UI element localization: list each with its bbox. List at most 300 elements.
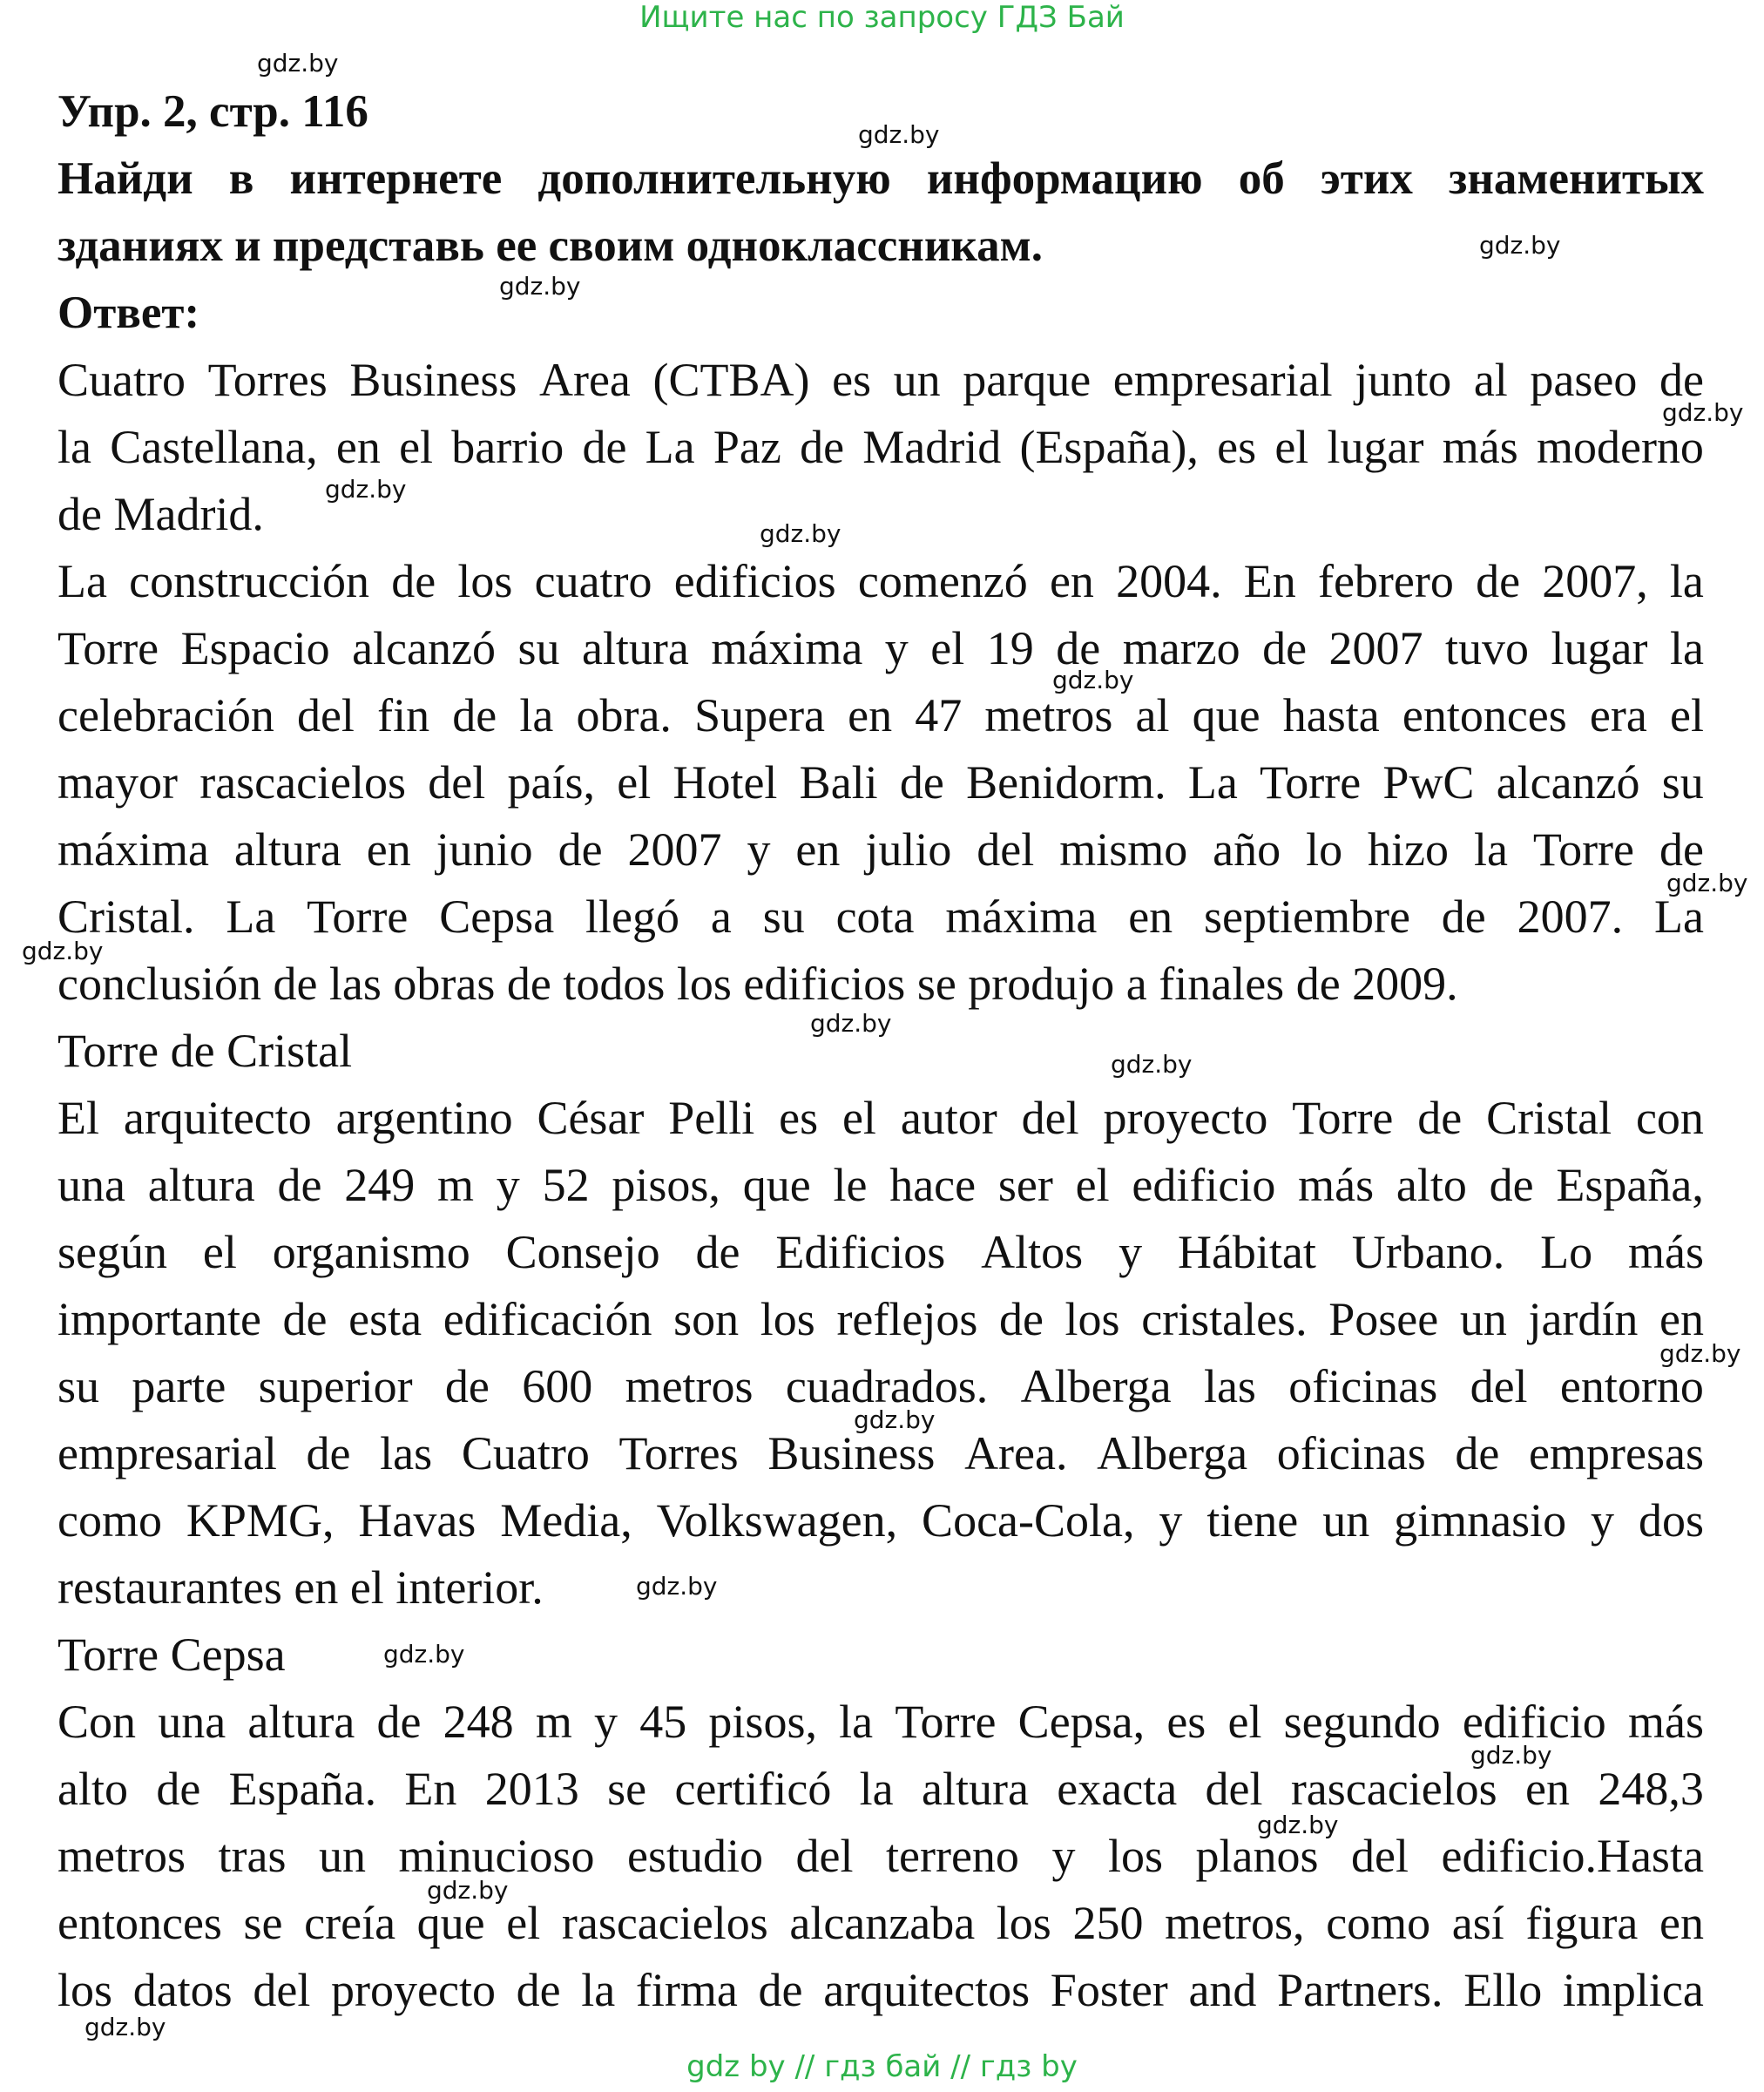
watermark: gdz.by [636, 1572, 718, 1601]
word: y [1119, 1226, 1143, 1278]
paragraph-line [57, 548, 1704, 615]
word: país, [507, 756, 595, 809]
word: del [428, 756, 486, 809]
word: de [695, 1226, 740, 1278]
word: El [57, 1092, 99, 1144]
word: datos [132, 1964, 233, 2016]
word: el [399, 421, 434, 473]
word: de [516, 1964, 561, 2016]
word: alcanzó [352, 622, 496, 674]
word: el [202, 1226, 237, 1278]
word: más [1627, 1696, 1704, 1748]
paragraph-line [57, 1487, 1704, 1554]
word: 250 [1072, 1897, 1144, 1949]
word: el [1669, 689, 1704, 741]
word: en [848, 689, 893, 741]
word: importante [57, 1293, 261, 1345]
word: máxima [57, 823, 209, 876]
word: un [318, 1830, 366, 1882]
word: la [1473, 823, 1508, 876]
word: hasta [1282, 689, 1380, 741]
word: pisos, [708, 1696, 817, 1748]
watermark: gdz.by [383, 1640, 465, 1669]
word: los [457, 555, 513, 607]
word: La [57, 555, 107, 607]
word: es [1166, 1696, 1206, 1748]
word: Coca-Cola, [922, 1494, 1135, 1547]
word: son [673, 1293, 740, 1345]
word: 2004. [1116, 555, 1222, 607]
paragraph-line [57, 1957, 1704, 2024]
word: arquitectos [823, 1964, 1031, 2016]
word: de [1262, 622, 1308, 674]
word: era [1589, 689, 1647, 741]
word: alcanzaba [789, 1897, 976, 1949]
word: de [156, 1763, 201, 1815]
word: de [1056, 622, 1101, 674]
word: Torres [207, 354, 328, 406]
word: Lo [1540, 1226, 1593, 1278]
word: Area [538, 354, 631, 406]
word: знаменитых [1449, 153, 1704, 204]
word: su [57, 1360, 100, 1412]
word: el [506, 1897, 541, 1949]
word: об [1238, 153, 1285, 204]
word: las [380, 1427, 433, 1479]
word: el [1075, 1159, 1110, 1211]
paragraph-line [57, 749, 1704, 816]
word: moderno [1536, 421, 1704, 473]
word: argentino [335, 1092, 513, 1144]
word: que [742, 1159, 811, 1211]
word: al [1135, 689, 1170, 741]
word: en [1128, 890, 1173, 943]
paragraph-line [57, 1756, 1704, 1823]
word: hace [889, 1159, 977, 1211]
word: tuvo [1445, 622, 1530, 674]
word: Consejo [505, 1226, 660, 1278]
word: se [607, 1763, 647, 1815]
watermark: gdz.by [1659, 1339, 1741, 1368]
word: proyecto [331, 1964, 496, 2016]
word: Altos [981, 1226, 1084, 1278]
word: según [57, 1226, 167, 1278]
word: Hábitat [1177, 1226, 1316, 1278]
word: más [1298, 1159, 1375, 1211]
word: figura [1525, 1897, 1639, 1949]
watermark: gdz.by [84, 2013, 166, 2041]
word: los [57, 1964, 113, 2016]
paragraph-line [57, 1689, 1704, 1756]
word: un [1459, 1293, 1507, 1345]
word: la [1669, 622, 1704, 674]
word: del [977, 823, 1035, 876]
word: de [444, 1360, 490, 1412]
word: Con [57, 1696, 137, 1748]
word: oficinas [1288, 1360, 1438, 1412]
word: organismo [272, 1226, 470, 1278]
word: su [517, 622, 560, 674]
word: esta [348, 1293, 422, 1345]
word: En [1243, 555, 1296, 607]
word: Cristal [1486, 1092, 1612, 1144]
word: en [335, 421, 381, 473]
word: de [1659, 823, 1704, 876]
word: Area. [964, 1427, 1068, 1479]
watermark: gdz.by [1479, 231, 1561, 260]
word: rascacielos [1290, 1763, 1497, 1815]
word: and [1188, 1964, 1257, 2016]
word: 248 [443, 1696, 514, 1748]
word: edificación [443, 1293, 652, 1345]
word: estudio [627, 1830, 764, 1882]
word: Bali [799, 756, 878, 809]
word: en [1659, 1293, 1704, 1345]
word: La [226, 890, 276, 943]
word: los [996, 1897, 1051, 1949]
word: más [1442, 421, 1518, 473]
word: del [253, 1964, 311, 2016]
word: con [1635, 1092, 1704, 1144]
word: septiembre [1204, 890, 1410, 943]
section-heading: Torre Cepsa [57, 1628, 286, 1681]
word: fin [377, 689, 430, 741]
watermark: gdz.by [1257, 1811, 1339, 1839]
word: planos [1195, 1830, 1319, 1882]
word: Cepsa [439, 890, 555, 943]
word: Urbano. [1351, 1226, 1505, 1278]
word: en [1525, 1763, 1570, 1815]
word: rascacielos [561, 1897, 768, 1949]
word: altura [147, 1159, 255, 1211]
word: de [899, 756, 944, 809]
word: dos [1638, 1494, 1704, 1547]
word: el [617, 756, 652, 809]
word: cristales. [1141, 1293, 1308, 1345]
word: de [1659, 354, 1704, 406]
watermark: gdz.by [427, 1876, 509, 1905]
word: llegó [585, 890, 679, 943]
word: es [832, 354, 872, 406]
word: Espacio [180, 622, 330, 674]
word: altura [922, 1763, 1029, 1815]
word: Torres [618, 1427, 739, 1479]
word: 19 [986, 622, 1034, 674]
word: gimnasio [1394, 1494, 1567, 1547]
word: una [57, 1159, 125, 1211]
word: 600 [522, 1360, 593, 1412]
word: en [1049, 555, 1094, 607]
word: el [1274, 421, 1309, 473]
watermark: gdz.by [1662, 398, 1744, 427]
word: España, [1556, 1159, 1704, 1211]
word: de [800, 421, 845, 473]
paragraph-line [57, 615, 1704, 682]
word: del [1021, 1092, 1079, 1144]
word: el [841, 1092, 876, 1144]
word: Supera [694, 689, 826, 741]
word: tras [218, 1830, 287, 1882]
word: 2007, [1542, 555, 1648, 607]
word: entonces [1402, 689, 1567, 741]
word: в [228, 153, 254, 204]
word: la [519, 689, 554, 741]
word: edificio [1132, 1159, 1276, 1211]
word: barrio [451, 421, 564, 473]
word: Alberga [1097, 1427, 1248, 1479]
word: entorno [1559, 1360, 1704, 1412]
word: una [158, 1696, 226, 1748]
word: la [859, 1763, 894, 1815]
word: del [1351, 1830, 1409, 1882]
word: de [1455, 1427, 1500, 1479]
word: y [884, 622, 909, 674]
word: el [930, 622, 965, 674]
word: paseo [1530, 354, 1638, 406]
word: las [1203, 1360, 1256, 1412]
word: alcanzó [1496, 756, 1640, 809]
word: febrero [1317, 555, 1454, 607]
word: Torre [57, 622, 159, 674]
word: y [747, 823, 771, 876]
word: KPMG, [186, 1494, 335, 1547]
word: de [582, 421, 627, 473]
paragraph-line: restaurantes en el interior. [57, 1561, 544, 1614]
word: de [1441, 890, 1486, 943]
word: Torre [1292, 1092, 1394, 1144]
word: España. [228, 1763, 377, 1815]
word: del [795, 1830, 854, 1882]
word: los [1107, 1830, 1163, 1882]
paragraph-line [57, 1823, 1704, 1890]
word: Media, [500, 1494, 632, 1547]
word: como [1326, 1897, 1431, 1949]
word: 45 [639, 1696, 687, 1748]
word: le [833, 1159, 868, 1211]
word: del [1205, 1763, 1263, 1815]
word: Partners. [1277, 1964, 1443, 2016]
answer-label: Ответ: [57, 288, 200, 338]
word: en [795, 823, 841, 876]
word: de [758, 1964, 803, 2016]
word: Business [767, 1427, 936, 1479]
paragraph-line [57, 1890, 1704, 1957]
watermark: gdz.by [499, 272, 581, 301]
word: 248,3 [1598, 1763, 1704, 1815]
watermark: gdz.by [760, 519, 841, 548]
bottom-banner: gdz by // гдз бай // гдз by [686, 2049, 1078, 2084]
word: máxima [711, 622, 863, 674]
word: de [306, 1427, 351, 1479]
word: En [404, 1763, 457, 1815]
word: (CTBA) [652, 354, 810, 406]
word: y [496, 1159, 520, 1211]
paragraph-line: conclusión de las obras de todos los edificios se produjo a finales de 2009. [57, 958, 1458, 1010]
word: этих [1320, 153, 1413, 204]
word: de [998, 1293, 1044, 1345]
word: firma [635, 1964, 738, 2016]
word: Foster [1050, 1964, 1168, 2016]
word: junio [436, 823, 533, 876]
word: de [452, 689, 497, 741]
word: Havas [358, 1494, 476, 1547]
paragraph-line [57, 816, 1704, 884]
word: mayor [57, 756, 178, 809]
word: del [296, 689, 355, 741]
word: de [277, 1159, 322, 1211]
word: edificio [1462, 1696, 1606, 1748]
watermark: gdz.by [1666, 869, 1748, 897]
word: PwC [1382, 756, 1475, 809]
watermark: gdz.by [1111, 1050, 1193, 1079]
word: rascacielos [199, 756, 407, 809]
word: de [391, 555, 436, 607]
word: obra. [576, 689, 672, 741]
word: los [1064, 1293, 1120, 1345]
word: Torre [895, 1696, 997, 1748]
word: mismo [1059, 823, 1188, 876]
word: su [762, 890, 805, 943]
paragraph-line [57, 682, 1704, 749]
word: hizo [1368, 823, 1449, 876]
document-page [57, 78, 1704, 2024]
word: 2007. [1517, 890, 1624, 943]
word: reflejos [836, 1293, 978, 1345]
word: m [535, 1696, 572, 1748]
word: parte [132, 1360, 226, 1412]
word: un [1322, 1494, 1370, 1547]
word: lugar [1551, 622, 1648, 674]
word: César [537, 1092, 645, 1144]
word: edificios [673, 555, 836, 607]
word: arquitecto [123, 1092, 312, 1144]
paragraph-line: de Madrid. [57, 488, 264, 540]
watermark: gdz.by [1052, 666, 1134, 694]
word: lugar [1327, 421, 1424, 473]
paragraph-line [57, 1219, 1704, 1286]
word: de [376, 1696, 422, 1748]
paragraph-line [57, 884, 1704, 951]
word: jardín [1528, 1293, 1639, 1345]
word: 249 [344, 1159, 416, 1211]
word: segundo [1283, 1696, 1441, 1748]
word: cota [835, 890, 915, 943]
word: la [581, 1964, 616, 2016]
word: a [710, 890, 732, 943]
word: Cuatro [461, 1427, 590, 1479]
word: su [1661, 756, 1704, 809]
paragraph-line [57, 1085, 1704, 1152]
word: Найди [57, 153, 193, 204]
word: exacta [1057, 1763, 1178, 1815]
word: cuadrados. [785, 1360, 989, 1412]
watermark: gdz.by [810, 1009, 892, 1038]
watermark: gdz.by [22, 937, 104, 965]
word: marzo [1122, 622, 1240, 674]
word: Torre [1260, 756, 1362, 809]
word: metros [984, 689, 1113, 741]
word: Pelli [668, 1092, 755, 1144]
word: интернете [289, 153, 503, 204]
word: creía [304, 1897, 396, 1949]
word: metros [625, 1360, 754, 1412]
word: 52 [542, 1159, 590, 1211]
word: junto [1355, 354, 1452, 406]
word: alto [57, 1763, 128, 1815]
word: Hotel [672, 756, 778, 809]
word: altura [233, 823, 341, 876]
word: los [760, 1293, 815, 1345]
word: Business [349, 354, 517, 406]
word: La [1653, 890, 1704, 943]
word: autor [900, 1092, 997, 1144]
word: el [1227, 1696, 1262, 1748]
watermark: gdz.by [257, 49, 339, 78]
word: en [366, 823, 411, 876]
word: más [1627, 1226, 1704, 1278]
word: certificó [674, 1763, 832, 1815]
word: del [1470, 1360, 1528, 1412]
section-heading: Torre de Cristal [57, 1025, 353, 1077]
word: terreno [886, 1830, 1019, 1882]
task-line [57, 146, 1704, 213]
word: al [1473, 354, 1508, 406]
task-line: зданиях и представь ее своим одноклассникам. [57, 220, 1043, 271]
word: año [1213, 823, 1281, 876]
paragraph-line [57, 1152, 1704, 1219]
word: la [839, 1696, 874, 1748]
word: julio [865, 823, 952, 876]
word: metros, [1165, 1897, 1305, 1949]
watermark: gdz.by [858, 120, 940, 149]
word: (España), [1019, 421, 1199, 473]
watermark: gdz.by [854, 1405, 936, 1434]
word: máxima [945, 890, 1098, 943]
word: La [1187, 756, 1238, 809]
word: Torre [1532, 823, 1635, 876]
word: 2007 [1328, 622, 1423, 674]
word: lo [1306, 823, 1343, 876]
word: en [1659, 1897, 1704, 1949]
word: que [416, 1897, 485, 1949]
word: pisos, [612, 1159, 720, 1211]
paragraph-line [57, 414, 1704, 481]
word: metros [57, 1830, 186, 1882]
word: Benidorm. [966, 756, 1166, 809]
word: Castellana, [110, 421, 318, 473]
top-banner: Ищите нас по запросу ГДЗ Бай [639, 0, 1125, 35]
word: empresarial [1112, 354, 1333, 406]
word: un [893, 354, 941, 406]
word: Paz [713, 421, 781, 473]
word: cuatro [534, 555, 652, 607]
word: comenzó [857, 555, 1028, 607]
word: y [1051, 1830, 1076, 1882]
word: Alberga [1020, 1360, 1172, 1412]
word: Madrid [862, 421, 1002, 473]
word: altura [581, 622, 689, 674]
word: Cristal. [57, 890, 195, 943]
word: edificio.Hasta [1441, 1830, 1704, 1882]
word: de [1489, 1159, 1534, 1211]
word: Cuatro [57, 354, 186, 406]
word: de [558, 823, 603, 876]
word: minucioso [398, 1830, 595, 1882]
word: ser [997, 1159, 1053, 1211]
word: 2013 [484, 1763, 579, 1815]
word: empresarial [57, 1427, 277, 1479]
exercise-title: Упр. 2, стр. 116 [57, 86, 368, 137]
